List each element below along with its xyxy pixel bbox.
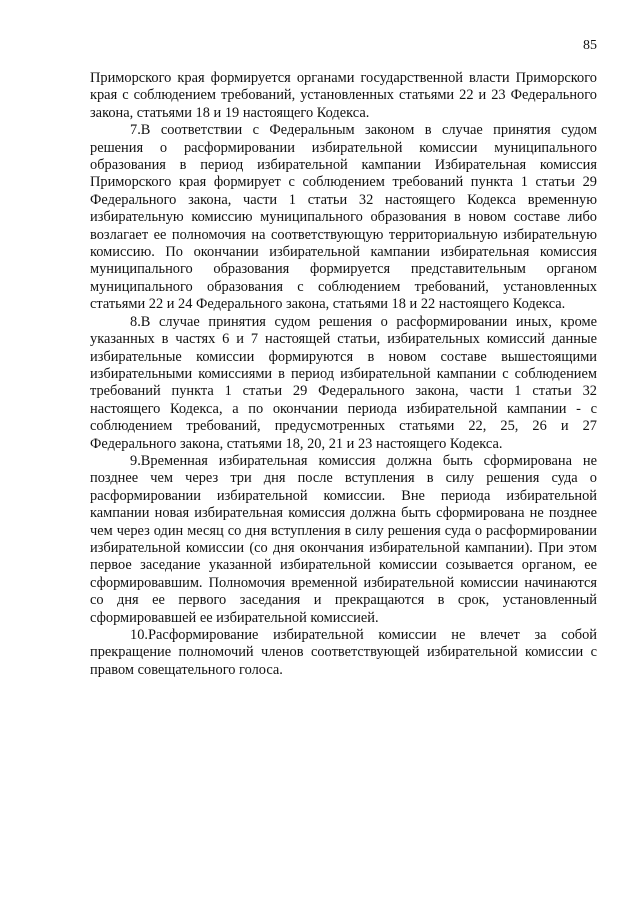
page-number: 85 [583,38,597,53]
document-body [90,70,597,679]
paragraph-continuation: Приморского края формируется органами государственной власти Приморского края с соблюдением требований, установленных статьями 22 и 23 Федерального закона, статьями 18 и 19 настоящего Кодекса. [90,70,597,121]
paragraph-item-10: 10.Расформирование избирательной комиссии не влечет за собой прекращение полномочий членов соответствующей избирательной комиссии с правом совещательного голоса. [90,627,597,678]
paragraph-item-8: 8.В случае принятия судом решения о расформировании иных, кроме указанных в частях 6 и 7 настоящей статьи, избирательных комиссий данные избирательные комиссии формируются в новом составе вышестоящими избирательными комиссиями в период избирательной кампании с соблюдением требований пункта 1 статьи 29 Федерального закона, части 1 статьи 32 настоящего Кодекса, а по окончании периода избирательной кампании - с соблюдением требований, предусмотренных статьями 22, 25, 26 и 27 Федерального закона, статьями 18, 20, 21 и 23 настоящего Кодекса. [90,313,597,452]
paragraph-item-7: 7.В соответствии с Федеральным законом в случае принятия судом решения о расформировании избирательной комиссии муниципального образования в период избирательной кампании Избирательная комиссия Приморского края формирует с соблюдением требований пункта 1 статьи 29 Федерального закона, части 1 статьи 32 настоящего Кодекса временную избирательную комиссию муниципального образования в новом составе либо возлагает ее полномочия на соответствующую территориальную избирательную комиссию. По окончании избирательной кампании избирательная комиссия муниципального образования формируется представительным органом муниципального образования с соблюдением требований, установленных статьями 22 и 24 Федерального закона, статьями 18 и 22 настоящего Кодекса. [90,122,597,313]
paragraph-item-9: 9.Временная избирательная комиссия должна быть сформирована не позднее чем через три дня после вступления в силу решения суда о расформировании избирательной комиссии. Вне периода избирательной кампании новая избирательная комиссия должна быть сформирована не позднее чем через один месяц со дня вступления в силу решения суда о расформировании избирательной комиссии (со дня окончания избирательной кампании). При этом первое заседание указанной избирательной комиссии созывается органом, ее сформировавшим. Полномочия временной избирательной комиссии начинаются со дня ее первого заседания и прекращаются в срок, установленный сформировавшей ее избирательной комиссией. [90,452,597,626]
